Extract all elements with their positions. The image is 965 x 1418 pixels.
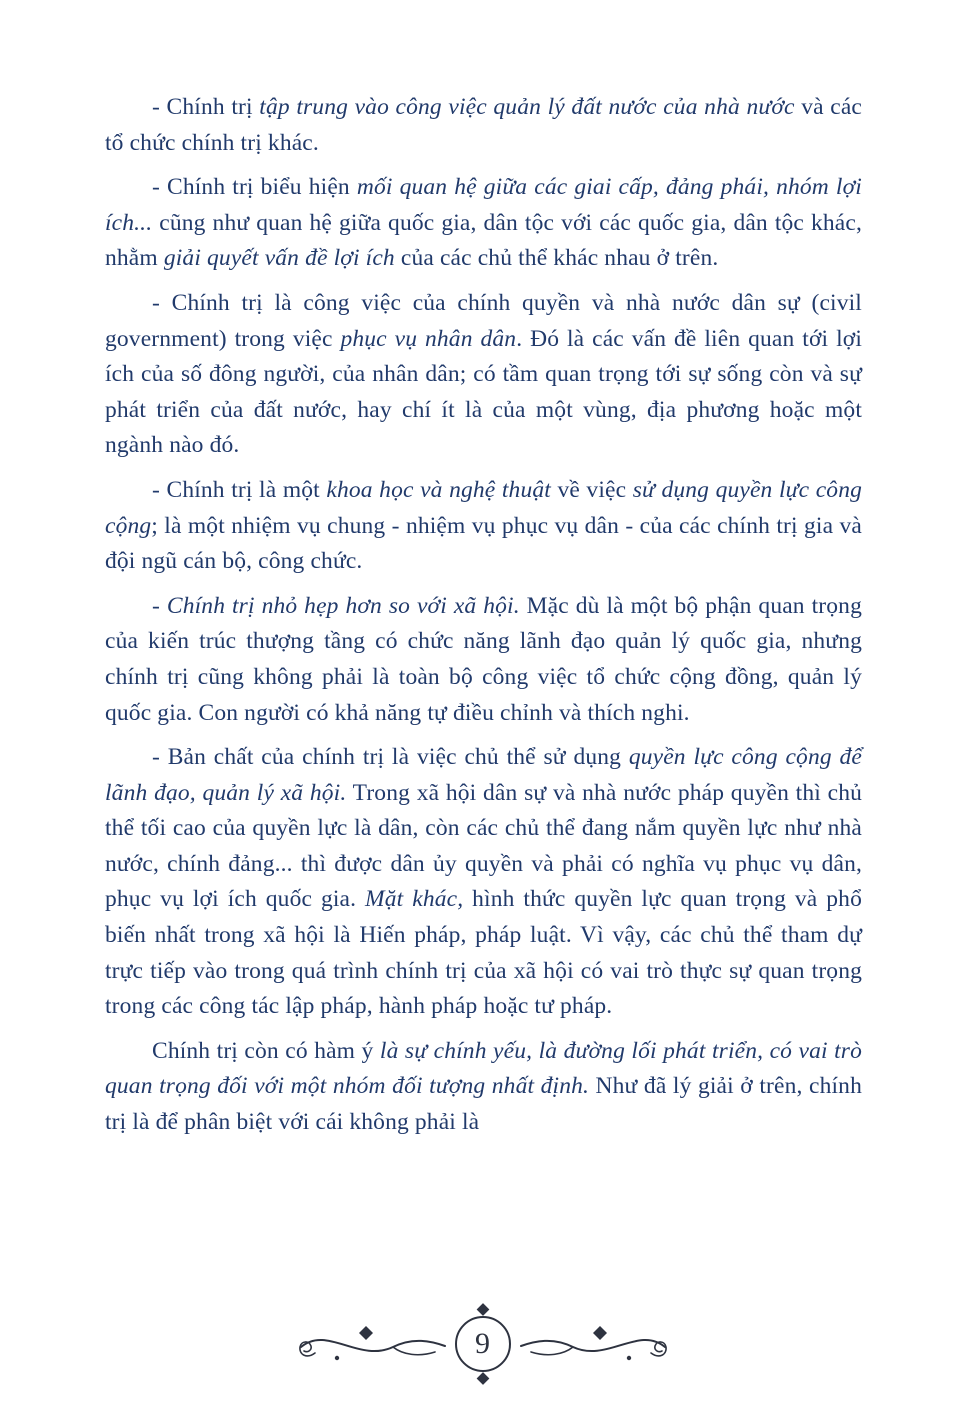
text-segment: tập trung vào công việc quản lý đất nước của nhà nước	[259, 94, 795, 120]
page-body	[105, 90, 862, 1150]
paragraph	[105, 286, 862, 464]
text-segment: - Bản chất của chính trị là việc chủ thể sử dụng	[152, 744, 629, 771]
paragraph	[105, 473, 862, 580]
text-segment: Chính trị nhỏ hẹp hơn so với xã hội.	[166, 592, 520, 619]
text-segment: mối quan hệ giữa các giai cấp, đảng phái, nhóm lợi ích...	[105, 174, 862, 236]
paragraph	[105, 1034, 862, 1141]
text-segment: Chính trị còn có hàm ý	[152, 1037, 380, 1064]
text-segment: quyền lực công cộng để lãnh đạo, quản lý xã hội.	[105, 744, 862, 806]
text-segment: - Chính trị là một	[152, 476, 327, 503]
text-segment: ; là một nhiệm vụ chung - nhiệm vụ phục vụ dân - của các chính trị gia và đội ngũ cán bộ, công chức.	[105, 512, 862, 575]
page-number-badge	[455, 1316, 511, 1372]
text-segment: hình thức quyền lực quan trọng và phổ biến nhất trong xã hội là Hiến pháp, pháp luật. Vì vậy, các chủ thể tham dự trực tiếp vào trong quá trình chính trị của xã hội có vai trò thực sự quan trọng trong các công tác lập pháp, hành pháp hoặc tư pháp.	[105, 886, 862, 1020]
text-segment: sử dụng quyền lực công cộng	[105, 476, 862, 539]
text-segment: Như đã lý giải ở trên, chính trị là để phân biệt với cái không phải là	[105, 1073, 862, 1136]
text-segment: về việc	[550, 476, 633, 503]
text-segment: giải quyết vấn đề lợi ích	[163, 245, 395, 272]
paragraph	[105, 90, 862, 161]
text-segment: khoa học và nghệ thuật	[326, 476, 551, 503]
text-segment: . Đó là các vấn đề liên quan tới lợi ích của số đông người, của nhân dân; có tầm quan trọng tới sự sống còn và sự phát triển của đất nước, hay chí ít là của một vùng, địa phương hoặc một ngành nào đó.	[105, 325, 863, 459]
text-segment: Mặc dù là một bộ phận quan trọng của kiến trúc thượng tầng có chức năng lãnh đạo quản lý quốc gia, nhưng chính trị cũng không phải là toàn bộ công việc tổ chức cộng đồng, quản lý quốc gia. Con người có khả năng tự điều chỉnh và thích nghi.	[105, 592, 862, 726]
flourish-left-icon	[297, 1317, 447, 1371]
text-segment: Mặt khác,	[365, 886, 464, 913]
text-segment: của các chủ thể khác nhau ở trên.	[394, 245, 719, 272]
text-segment: phục vụ nhân dân	[340, 325, 517, 352]
paragraph	[105, 170, 862, 277]
flourish-right-icon	[519, 1317, 669, 1371]
paragraph	[105, 740, 862, 1025]
text-segment: Trong xã hội dân sự và nhà nước pháp quyền thì chủ thể tối cao của quyền lực là dân, còn các chủ thể đang nắm quyền lực như nhà nước, chính đảng... thì được dân ủy quyền và phải có nghĩa vụ phục vụ dân, phục vụ lợi ích quốc gia.	[105, 779, 862, 913]
text-segment: là sự chính yếu, là đường lối phát triển, có vai trò quan trọng đối với một nhóm đối tượng nhất định.	[105, 1037, 862, 1100]
text-segment: cũng như quan hệ giữa quốc gia, dân tộc với các quốc gia, dân tộc khác, nhằm	[105, 209, 862, 272]
footer-ornament	[0, 1316, 965, 1372]
text-segment: - Chính trị là công việc của chính quyền và nhà nước dân sự (civil government) trong việc	[105, 289, 862, 352]
text-segment: - Chính trị	[152, 94, 260, 120]
text-segment: -	[152, 592, 167, 619]
page-number: 9	[475, 1327, 490, 1360]
text-segment: và các tổ chức chính trị khác.	[105, 94, 862, 156]
text-segment: - Chính trị biểu hiện	[152, 174, 357, 201]
paragraph	[105, 589, 862, 731]
